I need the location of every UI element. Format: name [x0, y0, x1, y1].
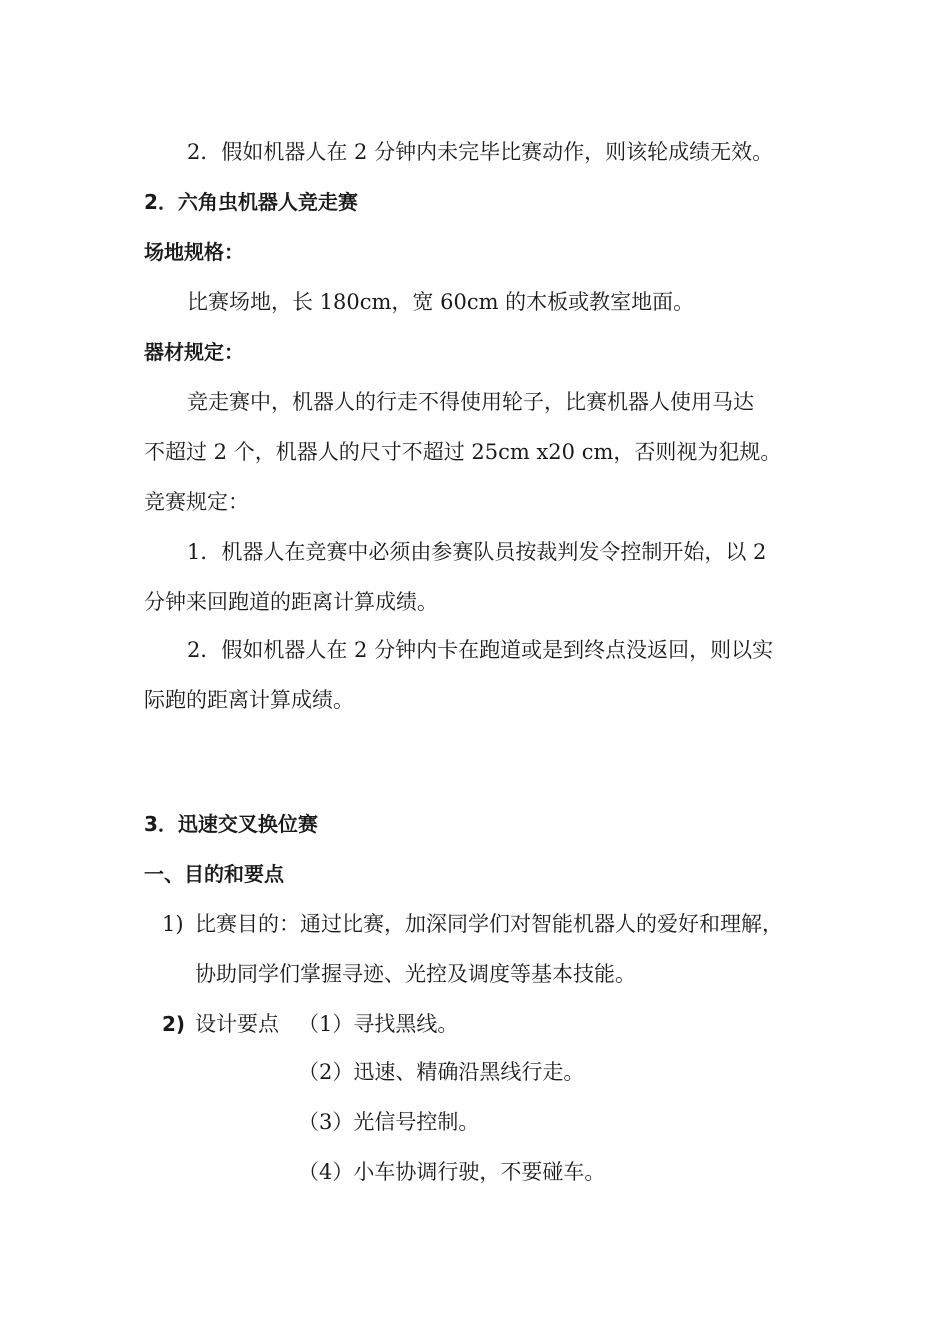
item-1-line-2: 协助同学们掌握寻迹、光控及调度等基本技能。: [195, 962, 636, 986]
equipment-heading: 器材规定：: [144, 340, 244, 364]
point-1: （1）寻找黑线。: [298, 1012, 459, 1036]
section-heading-hexapod: 2．六角虫机器人竞走赛: [144, 190, 358, 214]
item-1-number: 1): [162, 912, 184, 936]
rule-1-line-1: 1．机器人在竞赛中必须由参赛队员按裁判发令控制开始，以 2: [187, 540, 767, 564]
rules-heading: 竞赛规定：: [144, 490, 249, 514]
rule-1-line-2: 分钟来回跑道的距离计算成绩。: [144, 590, 438, 614]
item-2-label: 设计要点: [195, 1012, 279, 1036]
equipment-text-line-1: 竞走赛中，机器人的行走不得使用轮子，比赛机器人使用马达: [187, 390, 754, 414]
sub-heading-goals: 一、目的和要点: [144, 862, 284, 886]
rule-2-line-2: 际跑的距离计算成绩。: [144, 688, 354, 712]
item-2-number: 2): [162, 1012, 186, 1036]
section-heading-crossover: 3．迅速交叉换位赛: [144, 812, 318, 836]
point-4: （4）小车协调行驶，不要碰车。: [298, 1160, 606, 1184]
item-1-line-1: 比赛目的：通过比赛，加深同学们对智能机器人的爱好和理解，: [195, 912, 783, 936]
venue-text: 比赛场地，长 180cm，宽 60cm 的木板或教室地面。: [187, 290, 695, 314]
point-2: （2）迅速、精确沿黑线行走。: [298, 1060, 585, 1084]
equipment-text-line-2: 不超过 2 个，机器人的尺寸不超过 25cm x20 cm，否则视为犯规。: [144, 440, 782, 464]
rule-2-invalid: 2．假如机器人在 2 分钟内未完毕比赛动作，则该轮成绩无效。: [187, 140, 774, 164]
point-3: （3）光信号控制。: [298, 1110, 480, 1134]
rule-2-line-1: 2．假如机器人在 2 分钟内卡在跑道或是到终点没返回，则以实: [187, 638, 774, 662]
venue-heading: 场地规格：: [144, 240, 244, 264]
